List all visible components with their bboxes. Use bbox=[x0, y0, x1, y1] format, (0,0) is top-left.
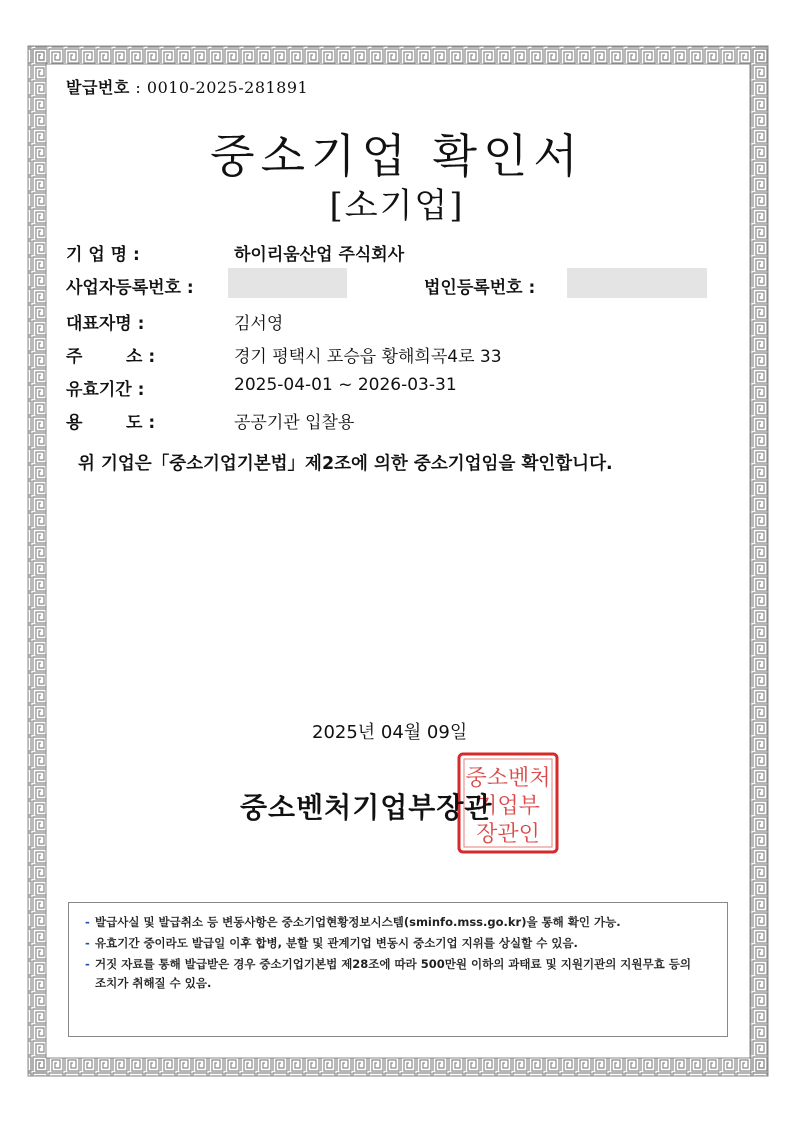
document-subtitle: [소기업] bbox=[329, 186, 465, 226]
issuer-name: 중소벤처기업부장관 bbox=[240, 791, 493, 824]
bullet-icon: - bbox=[85, 915, 90, 929]
purpose-value: 공공기관 입찰용 bbox=[234, 413, 355, 433]
issue-number-line bbox=[66, 75, 308, 98]
company-name-label: 기 업 명 : bbox=[66, 245, 140, 265]
address-label-b: 소 : bbox=[126, 347, 156, 367]
notice-box bbox=[68, 902, 728, 1037]
notice-item bbox=[85, 955, 697, 993]
bullet-icon: - bbox=[85, 957, 90, 971]
purpose-label-a: 용 bbox=[66, 413, 83, 433]
corporate-reg-label: 법인등록번호 : bbox=[424, 278, 536, 298]
document-title: 중소기업 확인서 bbox=[210, 129, 584, 183]
validity-value: 2025-04-01 ~ 2026-03-31 bbox=[234, 375, 457, 395]
notice-item bbox=[85, 913, 697, 932]
address-value: 경기 평택시 포승읍 황해희곡4로 33 bbox=[234, 347, 502, 367]
issue-date: 2025년 04월 09일 bbox=[312, 722, 468, 743]
notice-text: 거짓 자료를 통해 발급받은 경우 중소기업기본법 제28조에 따라 500만원 이하의 과태료 및 지원기관의 지원무효 등의 조치가 취해질 수 있음. bbox=[95, 957, 691, 990]
issue-number-value: 0010-2025-281891 bbox=[146, 78, 309, 97]
purpose-label-b: 도 : bbox=[126, 413, 156, 433]
issue-number-sep: : bbox=[129, 78, 147, 97]
seal-line-1: 중소벤처 bbox=[465, 766, 551, 791]
address-label-a: 주 bbox=[66, 347, 83, 367]
ceo-label: 대표자명 : bbox=[66, 314, 145, 334]
issue-number-label: 발급번호 bbox=[66, 78, 130, 97]
notice-text: 발급사실 및 발급취소 등 변동사항은 중소기업현황정보시스템(sminfo.mss.go.kr)을 통해 확인 가능. bbox=[95, 915, 621, 929]
notice-item bbox=[85, 934, 697, 953]
confirmation-statement: 위 기업은「중소기업기본법」제2조에 의한 중소기업임을 확인합니다. bbox=[78, 454, 613, 474]
corporate-reg-value-redacted bbox=[567, 268, 707, 298]
seal-line-3: 장관인 bbox=[476, 822, 540, 847]
notice-text: 유효기간 중이라도 발급일 이후 합병, 분할 및 관계기업 변동시 중소기업 지위를 상실할 수 있음. bbox=[95, 936, 578, 950]
business-reg-value-redacted bbox=[228, 268, 347, 298]
bullet-icon: - bbox=[85, 936, 90, 950]
company-name-value: 하이리움산업 주식회사 bbox=[234, 245, 405, 265]
business-reg-label: 사업자등록번호 : bbox=[66, 278, 194, 298]
ceo-value: 김서영 bbox=[234, 314, 284, 334]
seal-line-2: 기업부 bbox=[476, 794, 540, 819]
validity-label: 유효기간 : bbox=[66, 380, 145, 400]
